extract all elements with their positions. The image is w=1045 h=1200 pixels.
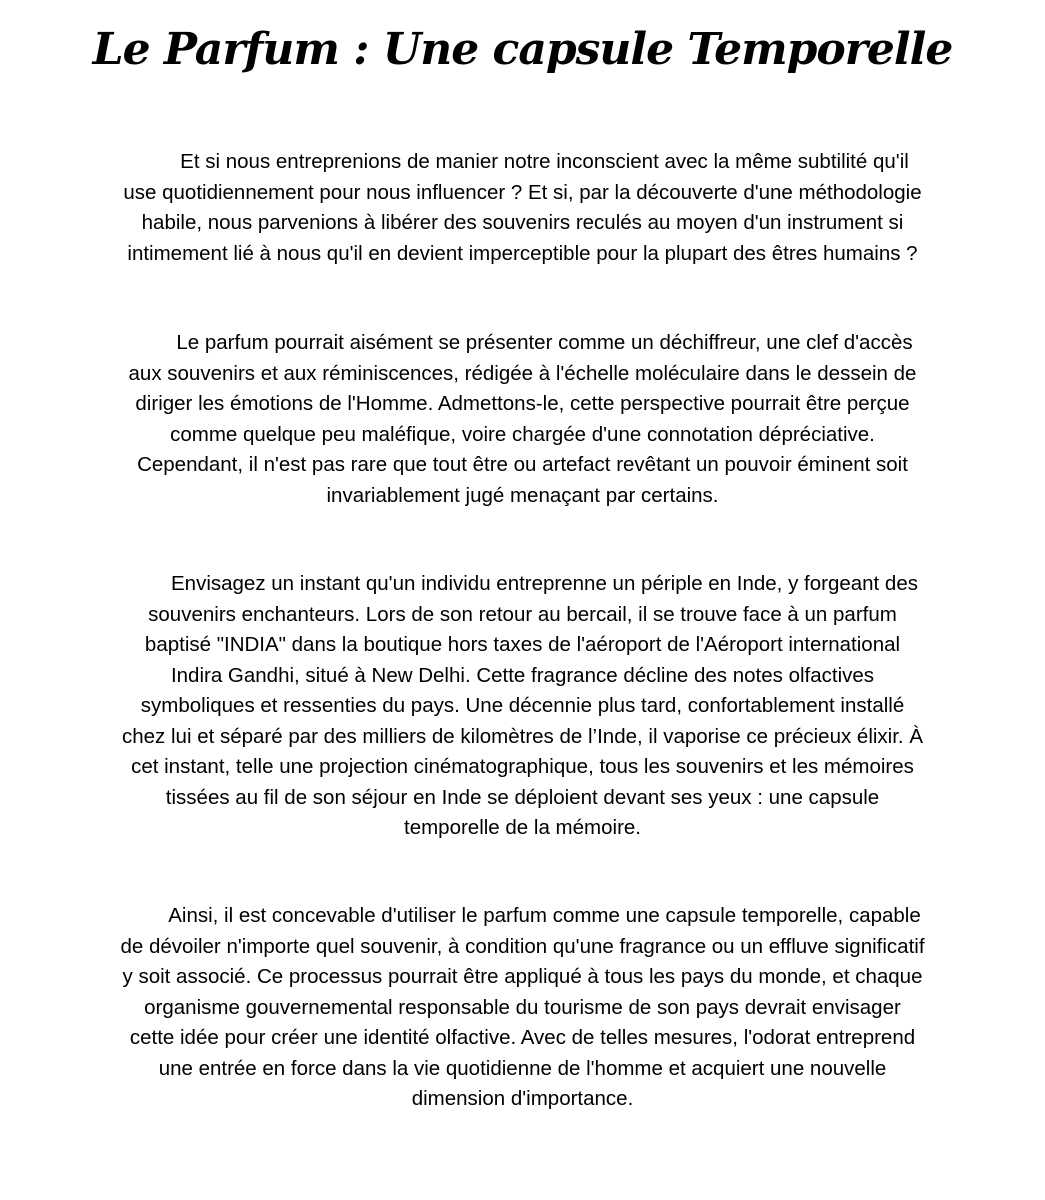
document-title: Le Parfum : Une capsule Temporelle bbox=[92, 24, 953, 75]
paragraph-2 bbox=[120, 328, 925, 511]
paragraph-4 bbox=[120, 901, 925, 1115]
paragraph-2-text: Le parfum pourrait aisément se présenter comme un déchiffreur, une clef d'accès aux souvenirs et aux réminiscences, rédigée à l'échelle moléculaire dans le dessein de diriger les émotions de l'Homme. Admettons-le, cette perspective pourrait être perçue comme quelque peu maléfique, voire chargée d'une connotation dépréciative. Cependant, il n'est pas rare que tout être ou artefact revêtant un pouvoir éminent soit invariablement jugé menaçant par certains. bbox=[128, 331, 917, 507]
paragraph-3 bbox=[120, 569, 925, 844]
paragraph-3-text: Envisagez un instant qu'un individu entreprenne un périple en Inde, y forgeant des souvenirs enchanteurs. Lors de son retour au bercail, il se trouve face à un parfum baptisé "INDIA" dans la boutique hors taxes de l'aéroport de l'Aéroport international Indira Gandhi, situé à New Delhi. Cette fragrance décline des notes olfactives symboliques et ressenties du pays. Une décennie plus tard, confortablement installé chez lui et séparé par des milliers de kilomètres de l’Inde, il vaporise ce précieux élixir. À cet instant, telle une projection cinématographique, tous les souvenirs et les mémoires tissées au fil de son séjour en Inde se déploient devant ses yeux : une capsule temporelle de la mémoire. bbox=[121, 572, 923, 839]
paragraph-1-text: Et si nous entreprenions de manier notre inconscient avec la même subtilité qu'il use quotidiennement pour nous influencer ? Et si, par la découverte d'une méthodologie habile, nous parvenions à libérer des souvenirs reculés au moyen d'un instrument si intimement lié à nous qu'il en devient imperceptible pour la plupart des êtres humains ? bbox=[123, 150, 922, 265]
paragraph-4-text: Ainsi, il est concevable d'utiliser le parfum comme une capsule temporelle, capable de dévoiler n'importe quel souvenir, à condition qu'une fragrance ou un effluve significatif y soit associé. Ce processus pourrait être appliqué à tous les pays du monde, et chaque organisme gouvernemental responsable du tourisme de son pays devrait envisager cette idée pour créer une identité olfactive. Avec de telles mesures, l'odorat entreprend une entrée en force dans la vie quotidienne de l'homme et acquiert une nouvelle dimension d'importance. bbox=[120, 904, 925, 1110]
paragraph-1 bbox=[120, 147, 925, 269]
